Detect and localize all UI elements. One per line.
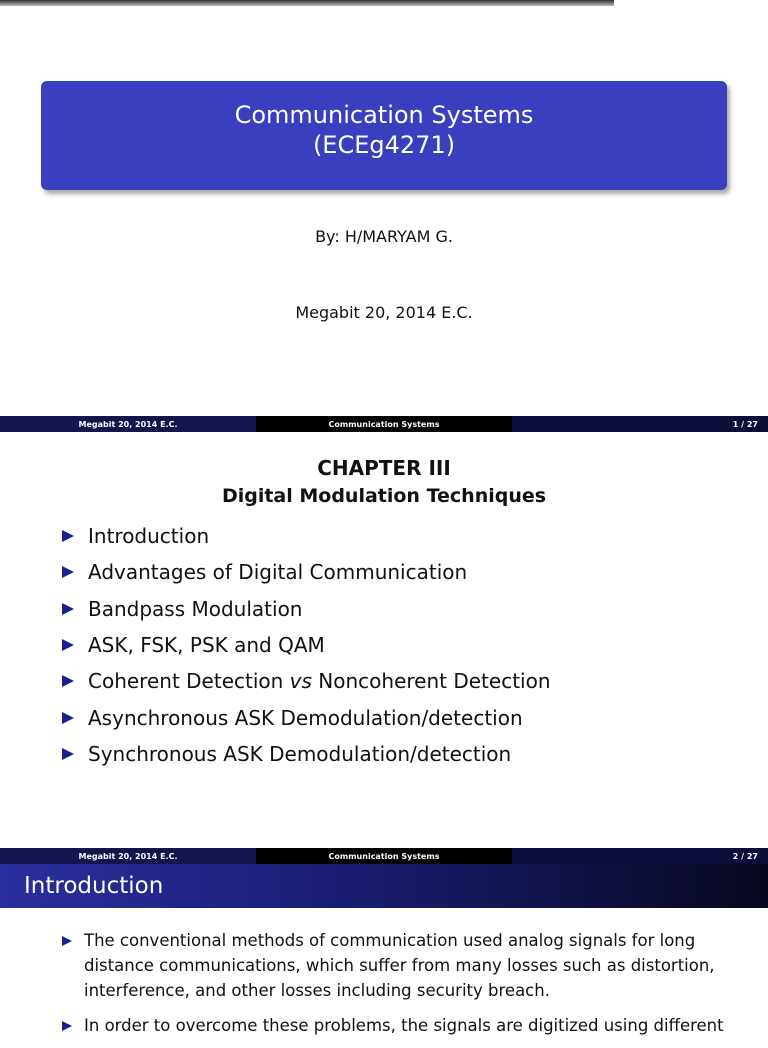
- bullet-triangle-icon: [62, 748, 74, 760]
- list-item: [62, 663, 551, 699]
- list-item: In order to overcome these problems, the signals are digitized using different: [62, 1013, 732, 1038]
- coherent-item: Coherent Detection vs Noncoherent Detection: [88, 669, 551, 694]
- previous-page-edge: [0, 0, 614, 6]
- footer-title: Communication Systems: [256, 848, 512, 864]
- list-item: Synchronous ASK Demodulation/detection: [62, 736, 551, 772]
- footer-title: Communication Systems: [256, 416, 512, 432]
- title-block: [41, 81, 727, 190]
- bullet-triangle-icon: [62, 936, 72, 946]
- bullet-triangle-icon: [62, 603, 74, 615]
- introduction-bullets: [62, 928, 732, 1048]
- chapter-number: CHAPTER III: [317, 456, 451, 480]
- list-item: Introduction: [62, 518, 551, 554]
- list-item: ASK, FSK, PSK and QAM: [62, 627, 551, 663]
- footer-date: Megabit 20, 2014 E.C.: [0, 416, 256, 432]
- bullet-triangle-icon: [62, 530, 74, 542]
- slide-footer-2: [0, 848, 768, 864]
- list-item: The conventional methods of communication used analog signals for long distance communications, which suffer from many losses such as distortion, interference, and other losses including security breach.: [62, 928, 732, 1003]
- list-item: Advantages of Digital Communication: [62, 554, 551, 590]
- presentation-title: Communication Systems: [234, 101, 534, 129]
- slide-footer-1: [0, 416, 768, 432]
- list-item: Asynchronous ASK Demodulation/detection: [62, 699, 551, 735]
- bullet-triangle-icon: [62, 1021, 72, 1031]
- list-item: Bandpass Modulation: [62, 591, 551, 627]
- bullet-triangle-icon: [62, 639, 74, 651]
- chapter-heading: [0, 455, 768, 511]
- footer-date: Megabit 20, 2014 E.C.: [0, 848, 256, 864]
- footer-page-number: 2 / 27: [512, 848, 768, 864]
- bullet-triangle-icon: [62, 712, 74, 724]
- frame-title: Introduction: [0, 864, 768, 908]
- course-code: (ECEg4271): [312, 131, 456, 159]
- bullet-triangle-icon: [62, 566, 74, 578]
- author: By: H/MARYAM G.: [315, 227, 453, 246]
- bullet-triangle-icon: [62, 675, 74, 687]
- date: Megabit 20, 2014 E.C.: [295, 303, 473, 322]
- chapter-outline: [62, 518, 551, 772]
- footer-page-number: 1 / 27: [512, 416, 768, 432]
- chapter-subtitle: Digital Modulation Techniques: [221, 485, 547, 507]
